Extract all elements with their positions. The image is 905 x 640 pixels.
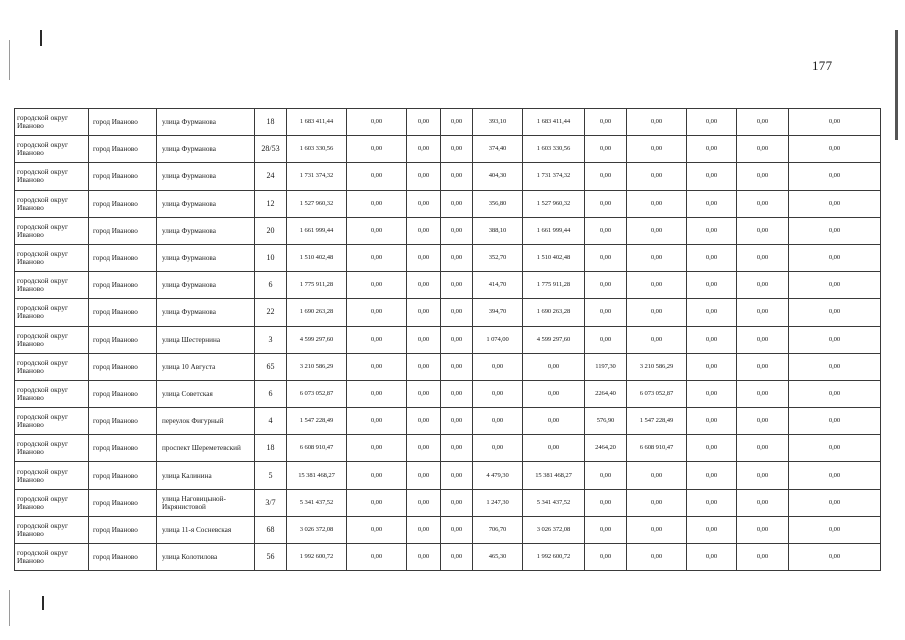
value-cell-7: 0,00 (737, 516, 789, 543)
value-cell-5: 0,00 (627, 244, 687, 271)
area-cell: 388,10 (473, 217, 523, 244)
house-number-cell: 24 (255, 163, 287, 190)
house-number-cell: 65 (255, 353, 287, 380)
value-cell-8: 0,00 (789, 136, 881, 163)
area-cell: 393,10 (473, 109, 523, 136)
value-cell-1: 0,00 (347, 408, 407, 435)
house-number-cell: 18 (255, 109, 287, 136)
street-cell: улица Наговицыной-Икрянистовой (157, 489, 255, 516)
street-cell: улица 11-я Сосневская (157, 516, 255, 543)
value-cell-6: 0,00 (687, 408, 737, 435)
house-number-cell: 4 (255, 408, 287, 435)
value-cell-8: 0,00 (789, 244, 881, 271)
value-cell-1: 0,00 (347, 516, 407, 543)
total-cost-cell: 1 992 600,72 (287, 544, 347, 571)
city-cell: город Иваново (89, 326, 157, 353)
city-cell: город Иваново (89, 380, 157, 407)
house-number-cell: 5 (255, 462, 287, 489)
house-number-cell: 20 (255, 217, 287, 244)
street-cell: улица Колотилова (157, 544, 255, 571)
value-cell-4: 0,00 (585, 109, 627, 136)
area-cell: 356,80 (473, 190, 523, 217)
value-cell-6: 0,00 (687, 380, 737, 407)
street-cell: улица Фурманова (157, 163, 255, 190)
house-number-cell: 56 (255, 544, 287, 571)
value-cell-3: 0,00 (441, 217, 473, 244)
value-cell-2: 0,00 (407, 408, 441, 435)
value-cell-8: 0,00 (789, 489, 881, 516)
sum-cell: 1 683 411,44 (523, 109, 585, 136)
value-cell-4: 0,00 (585, 217, 627, 244)
house-number-cell: 10 (255, 244, 287, 271)
city-cell: город Иваново (89, 136, 157, 163)
value-cell-5: 0,00 (627, 163, 687, 190)
total-cost-cell: 1 731 374,32 (287, 163, 347, 190)
value-cell-5: 0,00 (627, 489, 687, 516)
value-cell-7: 0,00 (737, 136, 789, 163)
value-cell-6: 0,00 (687, 435, 737, 462)
value-cell-8: 0,00 (789, 190, 881, 217)
value-cell-8: 0,00 (789, 408, 881, 435)
value-cell-6: 0,00 (687, 163, 737, 190)
total-cost-cell: 1 510 402,48 (287, 244, 347, 271)
value-cell-7: 0,00 (737, 163, 789, 190)
value-cell-1: 0,00 (347, 489, 407, 516)
value-cell-6: 0,00 (687, 544, 737, 571)
value-cell-2: 0,00 (407, 163, 441, 190)
value-cell-5: 0,00 (627, 217, 687, 244)
value-cell-5: 3 210 586,29 (627, 353, 687, 380)
value-cell-3: 0,00 (441, 544, 473, 571)
city-cell: город Иваново (89, 163, 157, 190)
sum-cell: 1 603 330,56 (523, 136, 585, 163)
sum-cell: 1 690 263,28 (523, 299, 585, 326)
value-cell-4: 0,00 (585, 326, 627, 353)
value-cell-7: 0,00 (737, 190, 789, 217)
value-cell-1: 0,00 (347, 462, 407, 489)
value-cell-1: 0,00 (347, 272, 407, 299)
scan-dash-left-top (9, 40, 10, 80)
table-row (15, 109, 881, 136)
value-cell-7: 0,00 (737, 109, 789, 136)
value-cell-5: 0,00 (627, 190, 687, 217)
city-cell: город Иваново (89, 435, 157, 462)
area-cell: 404,30 (473, 163, 523, 190)
value-cell-6: 0,00 (687, 326, 737, 353)
value-cell-8: 0,00 (789, 163, 881, 190)
table-body (15, 109, 881, 571)
street-cell: улица Фурманова (157, 136, 255, 163)
district-cell: городской округ Иваново (15, 462, 89, 489)
value-cell-3: 0,00 (441, 353, 473, 380)
area-cell: 1 074,00 (473, 326, 523, 353)
value-cell-4: 0,00 (585, 516, 627, 543)
value-cell-3: 0,00 (441, 272, 473, 299)
district-cell: городской округ Иваново (15, 380, 89, 407)
district-cell: городской округ Иваново (15, 244, 89, 271)
value-cell-6: 0,00 (687, 462, 737, 489)
area-cell: 0,00 (473, 353, 523, 380)
area-cell: 0,00 (473, 435, 523, 462)
value-cell-2: 0,00 (407, 136, 441, 163)
value-cell-6: 0,00 (687, 489, 737, 516)
city-cell: город Иваново (89, 244, 157, 271)
value-cell-5: 6 073 052,87 (627, 380, 687, 407)
value-cell-7: 0,00 (737, 380, 789, 407)
value-cell-4: 0,00 (585, 163, 627, 190)
scan-mark-right (895, 30, 898, 140)
scan-mark-top (40, 30, 42, 46)
district-cell: городской округ Иваново (15, 299, 89, 326)
sum-cell: 1 731 374,32 (523, 163, 585, 190)
value-cell-8: 0,00 (789, 462, 881, 489)
house-number-cell: 12 (255, 190, 287, 217)
value-cell-2: 0,00 (407, 516, 441, 543)
value-cell-5: 0,00 (627, 136, 687, 163)
value-cell-2: 0,00 (407, 353, 441, 380)
city-cell: город Иваново (89, 190, 157, 217)
area-cell: 374,40 (473, 136, 523, 163)
house-number-cell: 18 (255, 435, 287, 462)
total-cost-cell: 3 210 586,29 (287, 353, 347, 380)
value-cell-8: 0,00 (789, 272, 881, 299)
value-cell-1: 0,00 (347, 544, 407, 571)
value-cell-8: 0,00 (789, 299, 881, 326)
value-cell-5: 0,00 (627, 272, 687, 299)
value-cell-2: 0,00 (407, 109, 441, 136)
city-cell: город Иваново (89, 353, 157, 380)
street-cell: улица Фурманова (157, 109, 255, 136)
value-cell-3: 0,00 (441, 163, 473, 190)
city-cell: город Иваново (89, 544, 157, 571)
area-cell: 465,30 (473, 544, 523, 571)
district-cell: городской округ Иваново (15, 408, 89, 435)
value-cell-7: 0,00 (737, 299, 789, 326)
value-cell-4: 2264,40 (585, 380, 627, 407)
district-cell: городской округ Иваново (15, 353, 89, 380)
value-cell-4: 0,00 (585, 190, 627, 217)
value-cell-1: 0,00 (347, 136, 407, 163)
value-cell-5: 0,00 (627, 326, 687, 353)
value-cell-5: 0,00 (627, 109, 687, 136)
value-cell-2: 0,00 (407, 435, 441, 462)
value-cell-4: 1197,30 (585, 353, 627, 380)
value-cell-7: 0,00 (737, 353, 789, 380)
district-cell: городской округ Иваново (15, 544, 89, 571)
value-cell-5: 1 547 228,49 (627, 408, 687, 435)
value-cell-6: 0,00 (687, 353, 737, 380)
table-row (15, 462, 881, 489)
value-cell-2: 0,00 (407, 544, 441, 571)
value-cell-5: 6 608 910,47 (627, 435, 687, 462)
table-row (15, 516, 881, 543)
total-cost-cell: 1 547 228,49 (287, 408, 347, 435)
value-cell-2: 0,00 (407, 380, 441, 407)
district-cell: городской округ Иваново (15, 217, 89, 244)
city-cell: город Иваново (89, 217, 157, 244)
value-cell-3: 0,00 (441, 516, 473, 543)
street-cell: улица Фурманова (157, 190, 255, 217)
value-cell-8: 0,00 (789, 353, 881, 380)
value-cell-1: 0,00 (347, 109, 407, 136)
sum-cell: 3 026 372,08 (523, 516, 585, 543)
house-number-cell: 22 (255, 299, 287, 326)
value-cell-3: 0,00 (441, 244, 473, 271)
sum-cell: 5 341 437,52 (523, 489, 585, 516)
district-cell: городской округ Иваново (15, 109, 89, 136)
street-cell: проспект Шереметевский (157, 435, 255, 462)
value-cell-8: 0,00 (789, 217, 881, 244)
value-cell-1: 0,00 (347, 435, 407, 462)
sum-cell: 0,00 (523, 380, 585, 407)
area-cell: 706,70 (473, 516, 523, 543)
value-cell-4: 0,00 (585, 244, 627, 271)
scan-mark-bottom (42, 596, 44, 610)
district-cell: городской округ Иваново (15, 190, 89, 217)
total-cost-cell: 1 690 263,28 (287, 299, 347, 326)
area-cell: 414,70 (473, 272, 523, 299)
table-row (15, 435, 881, 462)
total-cost-cell: 1 603 330,56 (287, 136, 347, 163)
value-cell-8: 0,00 (789, 516, 881, 543)
total-cost-cell: 15 381 468,27 (287, 462, 347, 489)
total-cost-cell: 4 599 297,60 (287, 326, 347, 353)
sum-cell: 1 527 960,32 (523, 190, 585, 217)
value-cell-4: 0,00 (585, 136, 627, 163)
district-cell: городской округ Иваново (15, 435, 89, 462)
total-cost-cell: 3 026 372,08 (287, 516, 347, 543)
district-cell: городской округ Иваново (15, 489, 89, 516)
district-cell: городской округ Иваново (15, 326, 89, 353)
value-cell-3: 0,00 (441, 408, 473, 435)
city-cell: город Иваново (89, 299, 157, 326)
street-cell: улица Фурманова (157, 299, 255, 326)
value-cell-4: 0,00 (585, 299, 627, 326)
value-cell-3: 0,00 (441, 299, 473, 326)
city-cell: город Иваново (89, 408, 157, 435)
value-cell-6: 0,00 (687, 136, 737, 163)
street-cell: улица Фурманова (157, 217, 255, 244)
street-cell: улица 10 Августа (157, 353, 255, 380)
value-cell-4: 0,00 (585, 462, 627, 489)
value-cell-1: 0,00 (347, 299, 407, 326)
table-row (15, 244, 881, 271)
value-cell-1: 0,00 (347, 190, 407, 217)
value-cell-3: 0,00 (441, 190, 473, 217)
value-cell-5: 0,00 (627, 516, 687, 543)
value-cell-4: 0,00 (585, 489, 627, 516)
house-number-cell: 6 (255, 272, 287, 299)
value-cell-7: 0,00 (737, 326, 789, 353)
sum-cell: 1 510 402,48 (523, 244, 585, 271)
value-cell-2: 0,00 (407, 299, 441, 326)
register-table (14, 108, 881, 571)
city-cell: город Иваново (89, 516, 157, 543)
value-cell-1: 0,00 (347, 244, 407, 271)
value-cell-8: 0,00 (789, 380, 881, 407)
table-row (15, 544, 881, 571)
district-cell: городской округ Иваново (15, 516, 89, 543)
total-cost-cell: 6 608 910,47 (287, 435, 347, 462)
value-cell-2: 0,00 (407, 244, 441, 271)
sum-cell: 1 775 911,28 (523, 272, 585, 299)
value-cell-4: 0,00 (585, 272, 627, 299)
city-cell: город Иваново (89, 489, 157, 516)
value-cell-3: 0,00 (441, 109, 473, 136)
city-cell: город Иваново (89, 462, 157, 489)
value-cell-1: 0,00 (347, 326, 407, 353)
value-cell-7: 0,00 (737, 462, 789, 489)
district-cell: городской округ Иваново (15, 163, 89, 190)
value-cell-1: 0,00 (347, 380, 407, 407)
sum-cell: 1 661 999,44 (523, 217, 585, 244)
table-row (15, 217, 881, 244)
table-row (15, 190, 881, 217)
area-cell: 4 479,30 (473, 462, 523, 489)
value-cell-5: 0,00 (627, 462, 687, 489)
house-number-cell: 6 (255, 380, 287, 407)
house-number-cell: 3 (255, 326, 287, 353)
table-row (15, 408, 881, 435)
value-cell-7: 0,00 (737, 544, 789, 571)
sum-cell: 0,00 (523, 353, 585, 380)
value-cell-7: 0,00 (737, 272, 789, 299)
house-number-cell: 3/7 (255, 489, 287, 516)
district-cell: городской округ Иваново (15, 136, 89, 163)
table-row (15, 489, 881, 516)
value-cell-8: 0,00 (789, 544, 881, 571)
street-cell: переулок Фигурный (157, 408, 255, 435)
value-cell-8: 0,00 (789, 109, 881, 136)
value-cell-1: 0,00 (347, 353, 407, 380)
table-row (15, 272, 881, 299)
value-cell-4: 576,90 (585, 408, 627, 435)
area-cell: 0,00 (473, 408, 523, 435)
street-cell: улица Фурманова (157, 244, 255, 271)
value-cell-5: 0,00 (627, 544, 687, 571)
value-cell-7: 0,00 (737, 244, 789, 271)
value-cell-2: 0,00 (407, 489, 441, 516)
house-number-cell: 68 (255, 516, 287, 543)
value-cell-2: 0,00 (407, 217, 441, 244)
street-cell: улица Фурманова (157, 272, 255, 299)
value-cell-7: 0,00 (737, 217, 789, 244)
value-cell-7: 0,00 (737, 489, 789, 516)
value-cell-6: 0,00 (687, 516, 737, 543)
total-cost-cell: 5 341 437,52 (287, 489, 347, 516)
sum-cell: 4 599 297,60 (523, 326, 585, 353)
total-cost-cell: 1 527 960,32 (287, 190, 347, 217)
table-row (15, 380, 881, 407)
value-cell-6: 0,00 (687, 109, 737, 136)
area-cell: 352,70 (473, 244, 523, 271)
value-cell-2: 0,00 (407, 326, 441, 353)
district-cell: городской округ Иваново (15, 272, 89, 299)
value-cell-7: 0,00 (737, 408, 789, 435)
sum-cell: 1 992 600,72 (523, 544, 585, 571)
street-cell: улица Шестернина (157, 326, 255, 353)
street-cell: улица Советская (157, 380, 255, 407)
value-cell-7: 0,00 (737, 435, 789, 462)
table-row (15, 136, 881, 163)
value-cell-3: 0,00 (441, 489, 473, 516)
value-cell-5: 0,00 (627, 299, 687, 326)
city-cell: город Иваново (89, 109, 157, 136)
value-cell-1: 0,00 (347, 217, 407, 244)
value-cell-4: 2464,20 (585, 435, 627, 462)
value-cell-4: 0,00 (585, 544, 627, 571)
value-cell-1: 0,00 (347, 163, 407, 190)
table-row (15, 353, 881, 380)
total-cost-cell: 1 661 999,44 (287, 217, 347, 244)
value-cell-6: 0,00 (687, 272, 737, 299)
value-cell-6: 0,00 (687, 299, 737, 326)
scan-dash-left-bottom (9, 590, 10, 626)
value-cell-3: 0,00 (441, 462, 473, 489)
value-cell-8: 0,00 (789, 326, 881, 353)
value-cell-3: 0,00 (441, 326, 473, 353)
sum-cell: 0,00 (523, 408, 585, 435)
value-cell-6: 0,00 (687, 190, 737, 217)
page-number: 177 (812, 58, 833, 73)
total-cost-cell: 1 683 411,44 (287, 109, 347, 136)
value-cell-8: 0,00 (789, 435, 881, 462)
value-cell-2: 0,00 (407, 190, 441, 217)
sum-cell: 15 381 468,27 (523, 462, 585, 489)
street-cell: улица Калинина (157, 462, 255, 489)
area-cell: 1 247,30 (473, 489, 523, 516)
sum-cell: 0,00 (523, 435, 585, 462)
value-cell-6: 0,00 (687, 217, 737, 244)
value-cell-2: 0,00 (407, 462, 441, 489)
value-cell-2: 0,00 (407, 272, 441, 299)
house-number-cell: 28/53 (255, 136, 287, 163)
table-row (15, 299, 881, 326)
total-cost-cell: 1 775 911,28 (287, 272, 347, 299)
table-row (15, 326, 881, 353)
area-cell: 394,70 (473, 299, 523, 326)
value-cell-3: 0,00 (441, 435, 473, 462)
city-cell: город Иваново (89, 272, 157, 299)
value-cell-3: 0,00 (441, 136, 473, 163)
area-cell: 0,00 (473, 380, 523, 407)
table-row (15, 163, 881, 190)
total-cost-cell: 6 073 052,87 (287, 380, 347, 407)
value-cell-6: 0,00 (687, 244, 737, 271)
value-cell-3: 0,00 (441, 380, 473, 407)
